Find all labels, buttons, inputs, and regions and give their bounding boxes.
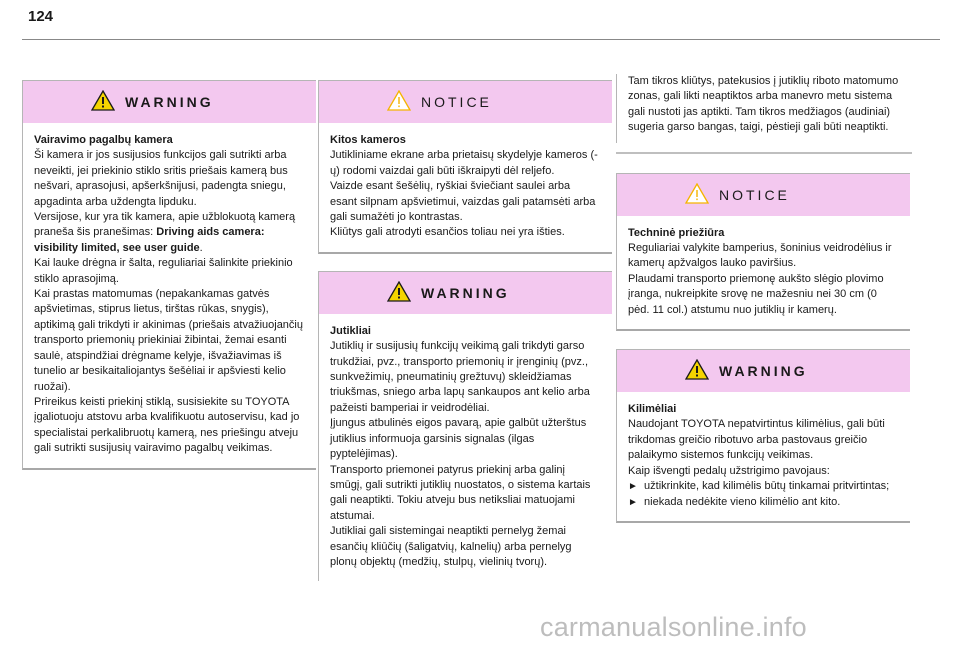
watermark: carmanualsonline.info bbox=[540, 612, 807, 642]
warning-body bbox=[319, 314, 612, 582]
section-title: Vairavimo pagalbų kamera bbox=[34, 134, 173, 146]
warning-box-mats bbox=[616, 349, 910, 523]
paragraph: Reguliariai valykite bamperius, šoninius veidrodėlius ir kamerų apžvalgos lauko paviršius. bbox=[628, 242, 892, 270]
divider bbox=[616, 152, 912, 154]
warning-body bbox=[617, 392, 910, 521]
warning-body bbox=[23, 123, 316, 468]
warning-banner bbox=[319, 272, 612, 314]
notice-label: NOTICE bbox=[719, 186, 790, 203]
header-rule bbox=[22, 39, 940, 40]
warning-label: WARNING bbox=[421, 284, 510, 301]
paragraph: Transporto priemonei patyrus priekinį arba galinį smūgį, gali sutrikti jutiklių nuostatos, o sistema kartais gali neaptikti. Tokiu atveju bus netiksliai matuojami atstumai. bbox=[330, 463, 591, 522]
section-title: Kilimėliai bbox=[628, 403, 677, 416]
warning-banner bbox=[23, 81, 316, 123]
bullet-item: ► niekada nedėkite vieno kilimėlio ant kito. bbox=[628, 495, 841, 508]
warning-banner bbox=[617, 350, 910, 392]
continued-text bbox=[616, 74, 912, 143]
bullet-item: ► užtikrinkite, kad kilimėlis būtų tinkamai pritvirtintas; bbox=[628, 480, 890, 493]
section-title: Jutikliai bbox=[330, 324, 371, 337]
paragraph: Įjungus atbulinės eigos pavarą, apie galbūt užterštus jutiklius informuoja garsinis signalas (ilgas pyptelėjimas). bbox=[330, 417, 587, 461]
continued-paragraph: Tam tikros kliūtys, patekusios į jutiklių riboto matomumo zonas, gali likti neaptiktos arba manevro metu sistema gali nustoti jas aptikti. Tam tikros medžiagos (audiniai) sugeria garso bangas, taigi, pėstieji gali būti neaptikti. bbox=[628, 75, 899, 134]
warning-box-sensors bbox=[318, 271, 612, 582]
paragraph: Jutiklių ir susijusių funkcijų veikimą gali trikdyti garso trukdžiai, pvz., transporto priemonių ir įrenginių (pvz., sunkvežimių, pneumatinių grežtuvų) skleidžiamas triukšmas, sniego arba lapų sankaupos ant kelio arba pažeisti bamperiai ir veidrodėliai. bbox=[330, 340, 590, 414]
paragraph: Jutikliniame ekrane arba prietaisų skydelyje kameros (-ų) rodomi vaizdai gali būti iškraipyti dėl reljefo. bbox=[330, 149, 598, 177]
paragraph: Kliūtys gali atrodyti esančios toliau nei yra išties. bbox=[330, 226, 565, 239]
page-number: 124 bbox=[28, 8, 54, 25]
paragraph: Kai prastas matomumas (nepakankamas gatvės apšvietimas, stiprus lietus, tirštas rūkas, snygis), aptikimą gali trikdyti ir akinimas (priešais atvažiuojančių transporto priemonių priekiniai žibintai, žemai esanti saulė, atspindžiai drėgname kelyje, išvažiavimas iš tunelio ar besikaitaliojantys šešėliai ir apšviesti kelio ruožai). bbox=[34, 288, 303, 393]
paragraph: Vaizde esant šešėlių, ryškiai šviečiant saulei arba esant silpnam apšvietimui, vaizdas gali patamsėti arba gali sumažėti jo kontrastas. bbox=[330, 180, 596, 224]
paragraph: Kai lauke drėgna ir šalta, reguliariai šalinkite priekinio stiklo aprasojimą. bbox=[34, 257, 293, 285]
warning-box-camera bbox=[22, 80, 316, 470]
paragraph-message: Versijose, kur yra tik kamera, apie užblokuotą kamerą praneša šis pranešimas: Driving aids camera: visibility limited, see user guide. bbox=[34, 211, 296, 254]
notice-triangle-icon bbox=[685, 183, 709, 204]
warning-triangle-icon bbox=[387, 281, 411, 302]
column-2 bbox=[318, 80, 614, 581]
column-3 bbox=[616, 75, 912, 523]
warning-triangle-icon bbox=[91, 90, 115, 111]
notice-banner bbox=[319, 81, 612, 123]
paragraph: Prireikus keisti priekinį stiklą, susisiekite su TOYOTA įgaliotuoju atstovu arba kvalifikuotu autoservisu, kad jo specialistai perkalibruotų kamerą, nes priešingu atveju gali sutrikti susijusių vairavimo pagalbų veikimas. bbox=[34, 395, 300, 455]
notice-banner bbox=[617, 174, 910, 216]
warning-triangle-icon bbox=[685, 359, 709, 380]
warning-label: WARNING bbox=[125, 94, 214, 110]
column-1 bbox=[22, 80, 318, 470]
bullet-arrow-icon: ► bbox=[628, 481, 638, 493]
paragraph: Naudojant TOYOTA nepatvirtintus kilimėlius, gali būti trikdomas greičio ribotuvo arba pastovaus greičio palaikymo sistemos funkcijų veikimas. bbox=[628, 418, 885, 462]
notice-triangle-icon bbox=[387, 90, 411, 111]
warning-label: WARNING bbox=[719, 363, 808, 380]
notice-label: NOTICE bbox=[421, 94, 492, 110]
paragraph: Plaudami transporto priemonę aukšto slėgio plovimo įranga, nukreipkite srovę ne mažesniu nei 30 cm (0 pėd. 11 col.) atstumu nuo jutiklių ir kamerų. bbox=[628, 272, 884, 316]
paragraph: Ši kamera ir jos susijusios funkcijos gali sutrikti arba neveikti, jei priekinio stiklo sritis priešais kamerą bus nešvari, aprasojusi, apšerkšnijusi, padengta sniegu, apgadinta arba uždengta lipduku. bbox=[34, 149, 288, 208]
paragraph: Jutikliai gali sistemingai neaptikti pernelyg žemai esančių kliūčių (šaligatvių, kalnelių) arba pernelyg plonų objektų (medžių, stulpų, vielinių tvorų). bbox=[330, 525, 572, 568]
paragraph: Kaip išvengti pedalų užstrigimo pavojaus: bbox=[628, 464, 830, 477]
section-title: Techninė priežiūra bbox=[628, 226, 725, 239]
notice-body bbox=[617, 216, 910, 329]
notice-box-maintenance bbox=[616, 173, 910, 331]
notice-body bbox=[319, 123, 612, 252]
notice-box-cameras bbox=[318, 80, 612, 254]
bullet-arrow-icon: ► bbox=[628, 496, 638, 508]
section-title: Kitos kameros bbox=[330, 134, 406, 146]
